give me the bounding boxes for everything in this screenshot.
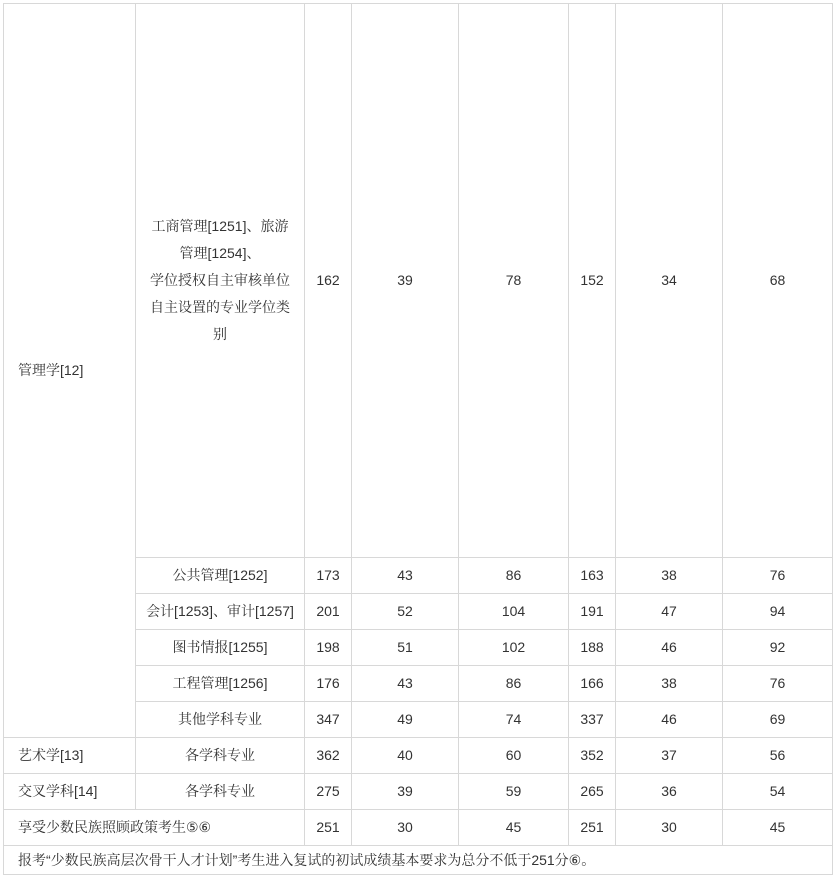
major-line: 别 [213, 326, 227, 342]
value-cell: 152 [569, 4, 616, 558]
value-cell: 102 [459, 630, 569, 666]
value-cell: 34 [616, 4, 723, 558]
value-cell: 92 [723, 630, 833, 666]
value-cell: 86 [459, 666, 569, 702]
value-cell: 337 [569, 702, 616, 738]
major-cell: 会计[1253]、审计[1257] [136, 594, 305, 630]
value-cell: 176 [305, 666, 352, 702]
value-cell: 86 [459, 558, 569, 594]
table-row [4, 4, 833, 558]
value-cell: 191 [569, 594, 616, 630]
value-cell: 201 [305, 594, 352, 630]
value-cell: 94 [723, 594, 833, 630]
major-cell: 工程管理[1256] [136, 666, 305, 702]
value-cell: 39 [352, 774, 459, 810]
table-row [4, 774, 833, 810]
value-cell: 198 [305, 630, 352, 666]
value-cell: 37 [616, 738, 723, 774]
major-line: 学位授权自主审核单位 [150, 272, 290, 288]
value-cell: 36 [616, 774, 723, 810]
value-cell: 74 [459, 702, 569, 738]
value-cell: 347 [305, 702, 352, 738]
value-cell: 352 [569, 738, 616, 774]
value-cell: 39 [352, 4, 459, 558]
value-cell: 59 [459, 774, 569, 810]
value-cell: 162 [305, 4, 352, 558]
value-cell: 45 [723, 810, 833, 846]
category-cell: 艺术学[13] [4, 738, 136, 774]
value-cell: 46 [616, 702, 723, 738]
value-cell: 265 [569, 774, 616, 810]
value-cell: 76 [723, 666, 833, 702]
value-cell: 104 [459, 594, 569, 630]
value-cell: 60 [459, 738, 569, 774]
major-cell: 各学科专业 [136, 774, 305, 810]
value-cell: 49 [352, 702, 459, 738]
value-cell: 69 [723, 702, 833, 738]
value-cell: 30 [616, 810, 723, 846]
value-cell: 38 [616, 558, 723, 594]
value-cell: 173 [305, 558, 352, 594]
major-cell: 公共管理[1252] [136, 558, 305, 594]
value-cell: 40 [352, 738, 459, 774]
value-cell: 46 [616, 630, 723, 666]
value-cell: 188 [569, 630, 616, 666]
value-cell: 38 [616, 666, 723, 702]
table-row [4, 810, 833, 846]
value-cell: 54 [723, 774, 833, 810]
value-cell: 52 [352, 594, 459, 630]
value-cell: 47 [616, 594, 723, 630]
table-row [4, 846, 833, 875]
value-cell: 275 [305, 774, 352, 810]
value-cell: 76 [723, 558, 833, 594]
value-cell: 43 [352, 558, 459, 594]
note-cell: 报考“少数民族高层次骨干人才计划”考生进入复试的初试成绩基本要求为总分不低于251分⑥。 [4, 846, 833, 875]
major-line: 管理[1254]、 [179, 245, 261, 261]
category-cell: 交叉学科[14] [4, 774, 136, 810]
value-cell: 51 [352, 630, 459, 666]
value-cell: 56 [723, 738, 833, 774]
major-cell: 各学科专业 [136, 738, 305, 774]
value-cell: 251 [305, 810, 352, 846]
major-cell: 其他学科专业 [136, 702, 305, 738]
value-cell: 251 [569, 810, 616, 846]
value-cell: 30 [352, 810, 459, 846]
value-cell: 78 [459, 4, 569, 558]
value-cell: 68 [723, 4, 833, 558]
value-cell: 166 [569, 666, 616, 702]
score-requirements-table [3, 3, 833, 875]
table-row [4, 738, 833, 774]
major-cell [136, 4, 305, 558]
major-cell: 图书情报[1255] [136, 630, 305, 666]
minority-label-cell: 享受少数民族照顾政策考生⑤⑥ [4, 810, 305, 846]
value-cell: 45 [459, 810, 569, 846]
value-cell: 362 [305, 738, 352, 774]
category-cell: 管理学[12] [4, 4, 136, 738]
major-line: 工商管理[1251]、旅游 [151, 218, 289, 234]
major-line: 自主设置的专业学位类 [150, 299, 290, 315]
value-cell: 43 [352, 666, 459, 702]
value-cell: 163 [569, 558, 616, 594]
